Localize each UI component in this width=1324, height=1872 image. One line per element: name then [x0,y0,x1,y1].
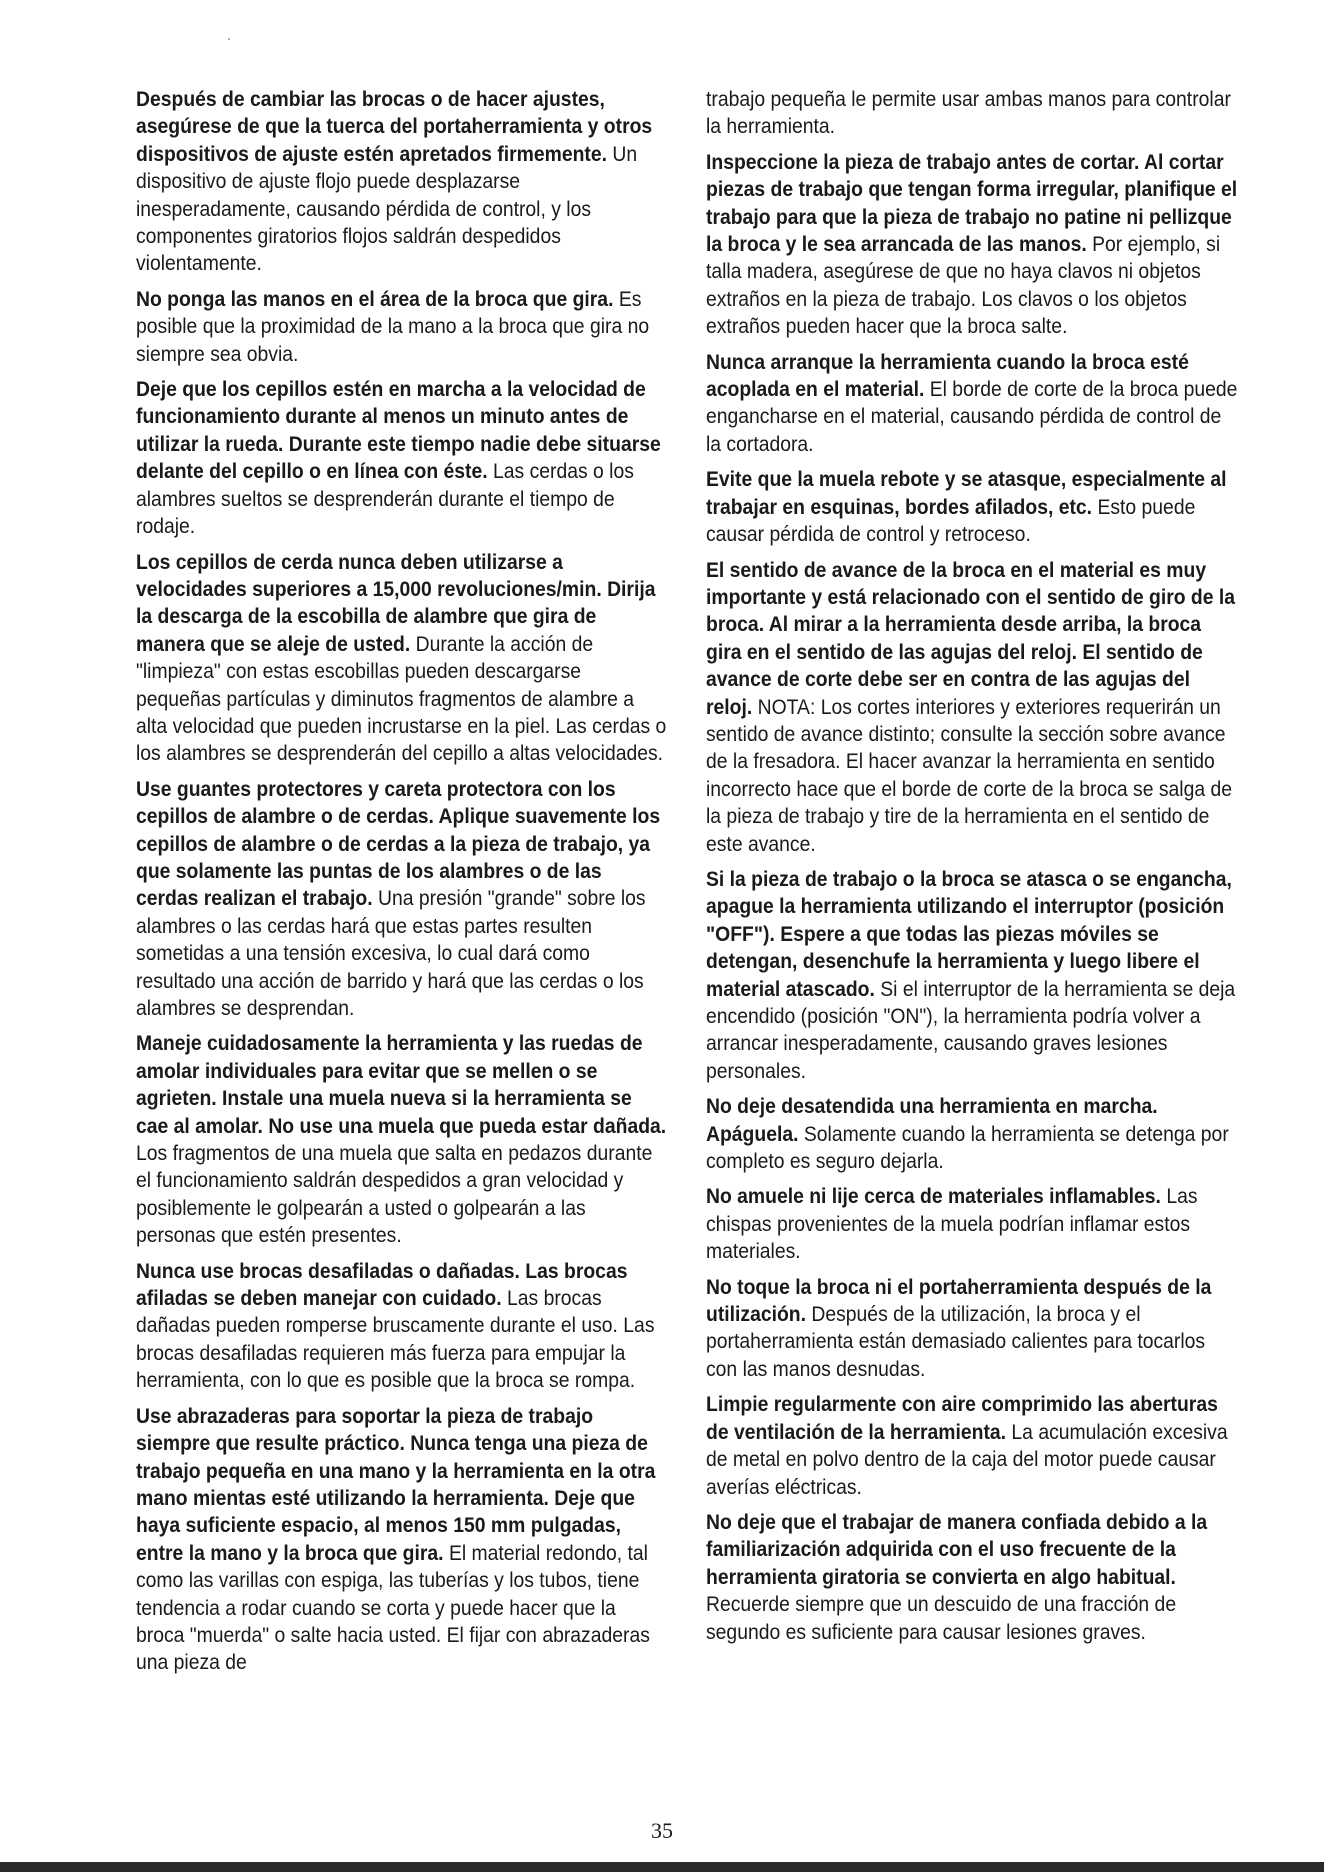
paragraph-bold-lead: Nunca arranque la herramienta cuando la broca esté acoplada en el material. [706,349,1189,402]
paragraph-body: La acumulación excesiva de metal en polvo dentro de la caja del motor puede causar averías eléctricas. [706,1419,1228,1499]
left-column [136,86,668,1685]
paragraph-body: Durante la acción de "limpieza" con estas escobillas pueden descargarse pequeñas partículas y diminutos fragmentos de alambre a alta velocidad que pueden incrustarse en la piel. Las cerdas o los alambres se desprenderán del cepillo a altas velocidades. [136,631,667,766]
paragraph [706,149,1237,341]
paragraph-body: Después de la utilización, la broca y el portaherramienta están demasiado calientes para tocarlos con las manos desnudas. [706,1302,1206,1381]
paragraph [706,1509,1237,1646]
paragraph-body: Recuerde siempre que un descuido de una fracción de segundo es suficiente para causar lesiones graves. [706,1592,1177,1644]
paragraph-body: Solamente cuando la herramienta se detenga por completo es seguro dejarla. [706,1121,1229,1174]
scan-speck [228,38,230,40]
paragraph [706,866,1237,1085]
paragraph-bold-lead: Evite que la muela rebote y se atasque, especialmente al trabajar en esquinas, bordes afilados, etc. [706,467,1227,519]
paragraph [136,1030,667,1249]
paragraph-body: Un dispositivo de ajuste flojo puede desplazarse inesperadamente, causando pérdida de control, y los componentes giratorios flojos saldrán despedidos violentamente. [136,141,638,276]
paragraph [706,466,1237,548]
paragraph [136,549,667,768]
paragraph-bold-lead: Inspeccione la pieza de trabajo antes de cortar. Al cortar piezas de trabajo que tengan forma irregular, planifique el trabajo para que la pieza de trabajo no patine ni pellizque la broca y le sea arrancada de las manos. [706,149,1238,257]
paragraph-body: Esto puede causar pérdida de control y retroceso. [706,494,1196,547]
paragraph-body: Si el interruptor de la herramienta se deja encendido (posición "ON"), la herramienta podría volver a arrancar inesperadamente, causando graves lesiones personales. [706,976,1236,1083]
paragraph-bold-lead: El sentido de avance de la broca en el material es muy importante y está relacionado con el sentido de giro de la broca. Al mirar a la herramienta desde arriba, la broca gira en el sentido de las agujas del reloj. El sentido de avance de corte debe ser en contra de las agujas del reloj. [706,557,1236,719]
paragraph-body: Es posible que la proximidad de la mano a la broca que gira no siempre sea obvia. [136,286,650,366]
scan-bottom-edge [0,1862,1324,1872]
paragraph [136,776,667,1023]
paragraph [706,1391,1237,1501]
paragraph-body: El borde de corte de la broca puede engancharse en el material, causando pérdida de control de la cortadora. [706,377,1238,456]
paragraph-bold-lead: Los cepillos de cerda nunca deben utilizarse a velocidades superiores a 15,000 revoluciones/min. Dirija la descarga de la escobilla de alambre que gira de manera que se aleje de usted. [136,549,656,656]
paragraph-body: Las brocas dañadas pueden romperse bruscamente durante el uso. Las brocas desafiladas requieren más fuerza para empujar la herramienta, con lo que es posible que la broca se rompa. [136,1286,655,1393]
paragraph-bold-lead: No ponga las manos en el área de la broca que gira. [136,286,614,311]
paragraph-body: Las chispas provenientes de la muela podrían inflamar estos materiales. [706,1184,1198,1264]
paragraph-bold-lead: Deje que los cepillos estén en marcha a la velocidad de funcionamiento durante al menos un minuto antes de utilizar la rueda. Durante este tiempo nadie debe situarse delante del cepillo o en línea con éste. [136,377,661,484]
paragraph [136,86,667,278]
paragraph-body: Los fragmentos de una muela que salta en pedazos durante el funcionamiento saldrán despedidos a gran velocidad y posiblemente le golpearán a usted o golpearán a las personas que estén presentes. [136,1141,653,1248]
paragraph [706,349,1237,459]
paragraph-body: Las cerdas o los alambres sueltos se desprenderán durante el tiempo de rodaje. [136,459,634,539]
paragraph [136,1403,667,1677]
paragraph-bold-lead: Use abrazaderas para soportar la pieza de trabajo siempre que resulte práctico. Nunca tenga una pieza de trabajo pequeña en una mano y la herramienta en la otra mano mientas esté utilizando la herramienta. Deje que haya suficiente espacio, al menos 150 mm pulgadas, entre la mano y la broca que gira. [136,1403,656,1565]
paragraph-body: Por ejemplo, si talla madera, asegúrese de que no haya clavos ni objetos extraños en la pieza de trabajo. Los clavos o los objetos extraños pueden hacer que la broca salte. [706,232,1221,339]
paragraph-bold-lead: Limpie regularmente con aire comprimido las aberturas de ventilación de la herramienta. [706,1392,1218,1444]
paragraph-bold-lead: Después de cambiar las brocas o de hacer ajustes, asegúrese de que la tuerca del portaherramienta y otros dispositivos de ajuste estén apretados firmemente. [136,87,653,166]
paragraph [706,1183,1237,1265]
paragraph-bold-lead: No amuele ni lije cerca de materiales inflamables. [706,1184,1161,1209]
paragraph [706,1093,1237,1175]
right-column [706,86,1238,1654]
paragraph-body: NOTA: Los cortes interiores y exteriores requerirán un sentido de avance distinto; consulte la sección sobre avance de la fresadora. El hacer avanzar la herramienta en sentido incorrecto hace que el borde de corte de la broca se salga de la pieza de trabajo y tire de la herramienta en el sentido de este avance. [706,694,1233,856]
paragraph-body: El material redondo, tal como las varillas con espiga, las tuberías y los tubos, tiene tendencia a rodar cuando se corta y puede hacer que la broca "muerda" o salte hacia usted. El fijar con abrazaderas una pieza de [136,1540,650,1675]
paragraph [136,1258,667,1395]
paragraph [706,557,1237,858]
paragraph [136,286,667,368]
paragraph-body: trabajo pequeña le permite usar ambas manos para controlar la herramienta. [706,87,1231,139]
paragraph-bold-lead: No deje desatendida una herramienta en marcha. Apáguela. [706,1094,1158,1146]
paragraph [706,86,1237,141]
paragraph-bold-lead: Nunca use brocas desafiladas o dañadas. Las brocas afiladas se deben manejar con cuidado. [136,1258,628,1311]
paragraph-bold-lead: Use guantes protectores y careta protectora con los cepillos de alambre o de cerdas. Aplique suavemente los cepillos de alambre o de cerdas a la pieza de trabajo, ya que solamente las puntas de los alambres o de las cerdas realizan el trabajo. [136,776,661,911]
paragraph-bold-lead: No toque la broca ni el portaherramienta después de la utilización. [706,1274,1212,1327]
page-number: 35 [651,1818,673,1843]
paragraph-body: Una presión "grande" sobre los alambres o las cerdas hará que estas partes resulten sometidas a una tensión excesiva, lo cual dará como resultado una acción de barrido y hará que las cerdas o los alambres se desprendan. [136,886,646,1020]
paragraph-bold-lead: Si la pieza de trabajo o la broca se atasca o se engancha, apague la herramienta utilizando el interruptor (posición "OFF"). Espere a que todas las piezas móviles se detengan, desenchufe la herramienta y luego libere el material atascado. [706,866,1232,1001]
paragraph-bold-lead: No deje que el trabajar de manera confiada debido a la familiarización adquirida con el uso frecuente de la herramienta giratoria se convierta en algo habitual. [706,1509,1208,1589]
paragraph-bold-lead: Maneje cuidadosamente la herramienta y las ruedas de amolar individuales para evitar que se mellen o se agrieten. Instale una muela nueva si la herramienta se cae al amolar. No use una muela que pueda estar dañada. [136,1031,667,1138]
paragraph [136,376,667,540]
paragraph [706,1274,1237,1384]
